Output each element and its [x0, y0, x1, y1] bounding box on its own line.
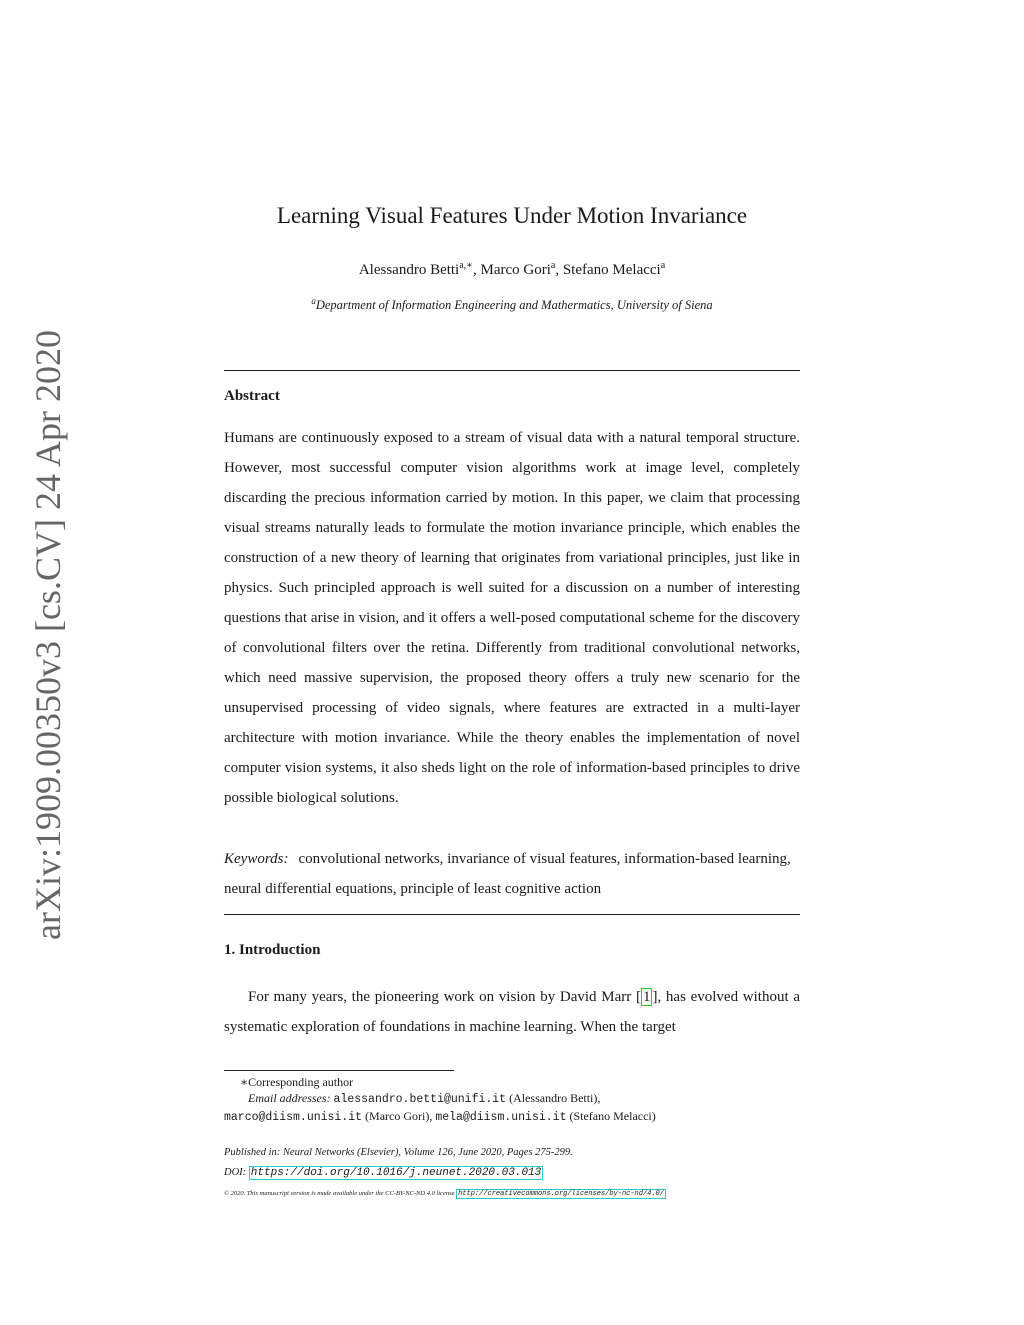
license-text: © 2020. This manuscript version is made available under the CC-BY-NC-ND 4.0 license — [224, 1190, 455, 1197]
abstract-bottom-rule — [224, 914, 800, 915]
abstract-top-rule — [224, 370, 800, 371]
keywords — [224, 844, 800, 904]
doi-label: DOI: — [224, 1167, 247, 1178]
abstract-body: Humans are continuously exposed to a stream of visual data with a natural temporal structure. However, most successful computer vision algorithms work at image level, completely discarding the precious information carried by motion. In this paper, we claim that processing visual streams naturally leads to formulate the motion invariance principle, which enables the construction of a new theory of learning that originates from variational principles, just like in physics. Such principled approach is well suited for a discussion on a number of interesting questions that arise in vision, and it offers a well-posed computational scheme for the discovery of convolutional filters over the retina. Differently from traditional convolutional networks, which need massive supervision, the proposed theory offers a truly new scenario for the unsupervised processing of video signals, where features are extracted in a multi-layer architecture with motion invariance. While the theory enables the implementation of novel computer vision systems, it also sheds light on the role of information-based principles to drive possible biological solutions. — [224, 430, 800, 806]
publication-info — [224, 1143, 573, 1183]
affiliation-mark: a — [311, 296, 316, 306]
footnote-rule — [224, 1070, 454, 1071]
affiliation-text: Department of Information Engineering and Mathermatics, University of Siena — [315, 298, 713, 313]
citation-link[interactable]: 1 — [642, 989, 651, 1005]
intro-text-before: For many years, the pioneering work on vision by David Marr [ — [248, 989, 641, 1005]
author-list: Alessandro Betti$^{a,∗}$, Marco Gori$^a$, Stefano Melacci$^a$ — [358, 260, 666, 278]
author-name: Marco Gori — [480, 262, 551, 278]
email-address[interactable]: alessandro.betti@unifi.it — [333, 1093, 507, 1106]
keywords-label: Keywords: — [224, 851, 289, 867]
email-owner: (Marco Gori), — [365, 1109, 433, 1123]
affiliation — [0, 296, 1024, 313]
email-address[interactable]: mela@diism.unisi.it — [435, 1111, 567, 1124]
email-label: Email addresses: — [248, 1091, 331, 1105]
published-in: Published in: Neural Networks (Elsevier), Volume 126, June 2020, Pages 275-299. — [224, 1147, 573, 1158]
arxiv-stamp: arXiv:1909.00350v3 [cs.CV] 24 Apr 2020 — [28, 330, 68, 940]
email-owner: (Alessandro Betti), — [509, 1091, 601, 1105]
license-line — [224, 1190, 666, 1198]
keywords-text: convolutional networks, invariance of visual features, information-based learning, neural differential equations, principle of least cognitive action — [224, 851, 791, 897]
author-name: Alessandro Betti — [358, 262, 460, 278]
license-link[interactable]: http://creativecommons.org/licenses/by-nc-nd/4.0/ — [458, 1190, 664, 1198]
intro-text-after: ], has evolved without a systematic exploration of foundations in machine learning. When the target — [224, 989, 800, 1035]
footnote-marker: ∗ — [240, 1075, 249, 1089]
email-address[interactable]: marco@diism.unisi.it — [224, 1111, 363, 1124]
paper-title: Learning Visual Features Under Motion Invariance — [276, 203, 748, 228]
author-affiliation-mark: a,∗ — [459, 260, 473, 271]
footnote — [224, 1074, 800, 1126]
author-affiliation-mark: a — [550, 260, 556, 271]
author-affiliation-mark: a — [660, 260, 666, 271]
introduction-heading: 1. Introduction — [224, 942, 321, 958]
introduction-body — [224, 982, 800, 1042]
abstract-heading: Abstract — [224, 388, 280, 404]
doi-link[interactable]: https://doi.org/10.1016/j.neunet.2020.03.013 — [250, 1167, 542, 1179]
email-owner: (Stefano Melacci) — [569, 1109, 656, 1123]
author-name: Stefano Melacci — [562, 262, 661, 278]
corresponding-author-label: Corresponding author — [248, 1075, 354, 1089]
